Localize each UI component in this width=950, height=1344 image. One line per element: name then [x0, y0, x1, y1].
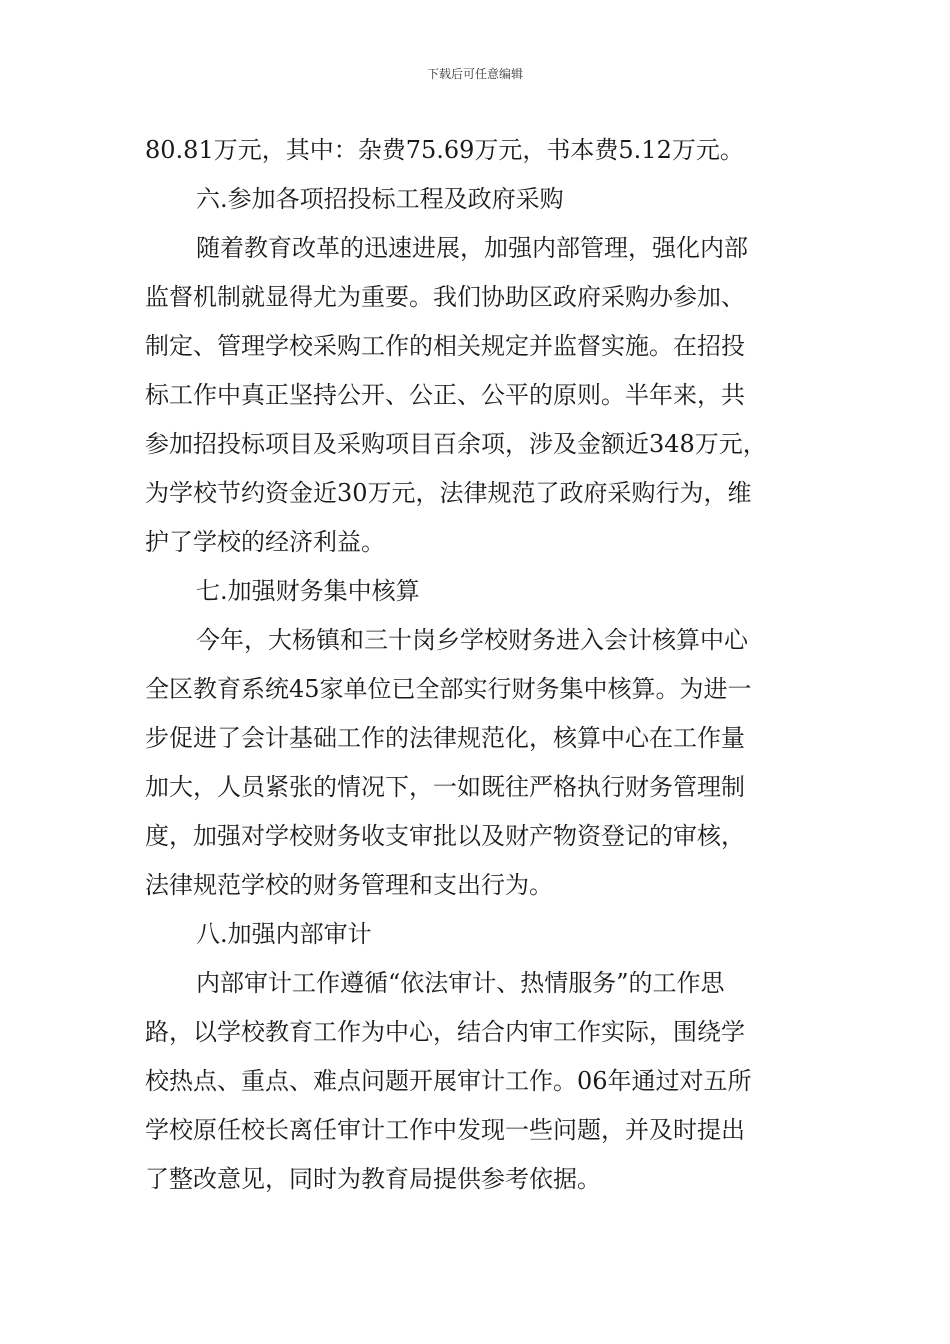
text-line: 内部审计工作遵循“依法审计、热情服务”的工作思 [196, 969, 725, 997]
text-line: 参加招投标项目及采购项目百余项，涉及金额近348万元， [145, 430, 767, 458]
text-line: 学校原任校长离任审计工作中发现一些问题，并及时提出 [145, 1116, 745, 1144]
text-line: 度，加强对学校财务收支审批以及财产物资登记的审核， [145, 822, 745, 850]
text-line: 校热点、重点、难点问题开展审计工作。06年通过对五所 [145, 1067, 752, 1095]
text-line: 为学校节约资金近30万元，法律规范了政府采购行为，维 [145, 479, 752, 507]
section-heading-8: 八.加强内部审计 [196, 920, 372, 948]
text-line: 加大，人员紧张的情况下，一如既往严格执行财务管理制 [145, 773, 745, 801]
page-header: 下载后可任意编辑 [426, 67, 523, 81]
section-heading-6: 六.参加各项招投标工程及政府采购 [196, 185, 564, 213]
text-line: 制定、管理学校采购工作的相关规定并监督实施。在招投 [145, 332, 745, 360]
text-line: 标工作中真正坚持公开、公正、公平的原则。半年来，共 [145, 381, 745, 409]
text-line: 80.81万元，其中：杂费75.69万元，书本费5.12万元。 [145, 136, 744, 164]
section-heading-7: 七.加强财务集中核算 [196, 577, 420, 605]
text-line: 步促进了会计基础工作的法律规范化，核算中心在工作量 [145, 724, 745, 752]
text-line: 护了学校的经济利益。 [145, 528, 385, 556]
text-line: 监督机制就显得尤为重要。我们协助区政府采购办参加、 [145, 283, 745, 311]
text-line: 今年，大杨镇和三十岗乡学校财务进入会计核算中心 [196, 626, 748, 654]
text-line: 了整改意见，同时为教育局提供参考依据。 [145, 1165, 601, 1193]
text-line: 随着教育改革的迅速进展，加强内部管理，强化内部 [196, 234, 748, 262]
text-line: 路，以学校教育工作为中心，结合内审工作实际，围绕学 [145, 1018, 745, 1046]
text-line: 全区教育系统45家单位已全部实行财务集中核算。为进一 [145, 675, 752, 703]
document-body [145, 126, 805, 1204]
text-line: 法律规范学校的财务管理和支出行为。 [145, 871, 553, 899]
